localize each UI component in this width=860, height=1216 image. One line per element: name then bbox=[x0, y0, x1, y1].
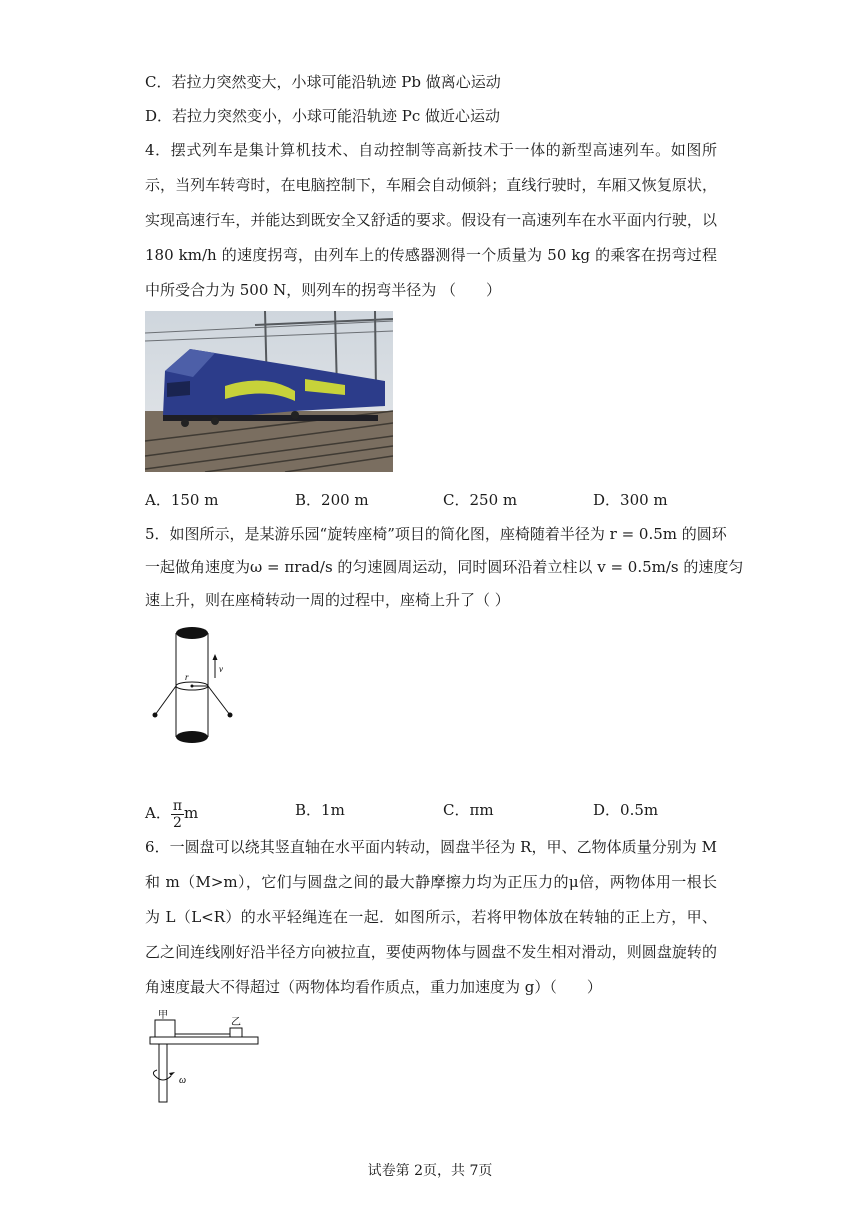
q5-option-a bbox=[145, 795, 198, 831]
tilting-train-photo bbox=[145, 311, 393, 472]
q5-text-line2: 一起做角速度为ω = πrad/s 的匀速圆周运动，同时圆环沿着立柱以 v = 0.5m/s 的速度匀 bbox=[145, 558, 744, 576]
q3-option-d: D．若拉力突然变小，小球可能沿轨迹 Pc 做近心运动 bbox=[145, 107, 501, 125]
q4-option-b: B．200 m bbox=[295, 491, 369, 509]
q5-option-d: D．0.5m bbox=[593, 801, 659, 819]
q6-text: 6．一圆盘可以绕其竖直轴在水平面内转动，圆盘半径为 R，甲、乙物体质量分别为 M 和 m（M>m），它们与圆盘之间的最大静摩擦力均为正压力的μ倍，两物体用一根长为 L（L<R）的水平轻绳连在一起．如图所示，若将甲物体放在转轴的正上方，甲、乙之间连线刚好沿半径方向被拉直，要使两物体与圆盘不发生相对滑动，则圆盘旋转的角速度最大不得超过（两物体均看作质点，重力加速度为 g）（ ） bbox=[145, 838, 717, 996]
q5-text-line1: 5．如图所示，是某游乐园“旋转座椅”项目的简化图，座椅随着半径为 r = 0.5m 的圆环 bbox=[145, 525, 727, 543]
q4-option-a: A．150 m bbox=[145, 491, 219, 509]
q4-option-d: D．300 m bbox=[593, 491, 668, 509]
q5-option-a-prefix: A． bbox=[145, 804, 171, 822]
jia-label: 甲 bbox=[158, 1010, 168, 1021]
omega-label: ω bbox=[179, 1075, 187, 1086]
velocity-label: v bbox=[219, 664, 223, 674]
q5-option-a-unit: m bbox=[184, 804, 199, 822]
yi-label: 乙 bbox=[231, 1017, 241, 1028]
q4-text: 4．摆式列车是集计算机技术、自动控制等高新技术于一体的新型高速列车。如图所示，当列车转弯时，在电脑控制下，车厢会自动倾斜；直线行驶时，车厢又恢复原状，实现高速行车，并能达到既安全又舒适的要求。假设有一高速列车在水平面内行驶，以 180 km/h 的速度拐弯，由列车上的传感器测得一个质量为 50 kg 的乘客在拐弯过程中所受合力为 500 N，则列车的拐弯半径为 （ ） bbox=[145, 141, 717, 299]
q5-option-c: C．πm bbox=[443, 801, 494, 819]
rotating-chair-diagram bbox=[145, 620, 245, 754]
pi-over-two-fraction bbox=[171, 798, 184, 831]
q4-option-c: C．250 m bbox=[443, 491, 518, 509]
fraction-numerator: π bbox=[172, 797, 183, 814]
radius-label: r bbox=[185, 672, 189, 682]
q3-option-c: C．若拉力突然变大，小球可能沿轨迹 Pb 做离心运动 bbox=[145, 73, 501, 91]
q5-text-line3: 速上升，则在座椅转动一周的过程中，座椅上升了（ ） bbox=[145, 591, 510, 609]
page-footer: 试卷第 2页，共 7页 bbox=[367, 1163, 493, 1179]
q5-option-b: B．1m bbox=[295, 801, 345, 819]
rotating-disk-diagram bbox=[145, 1010, 265, 1109]
fraction-denominator: 2 bbox=[172, 814, 182, 831]
